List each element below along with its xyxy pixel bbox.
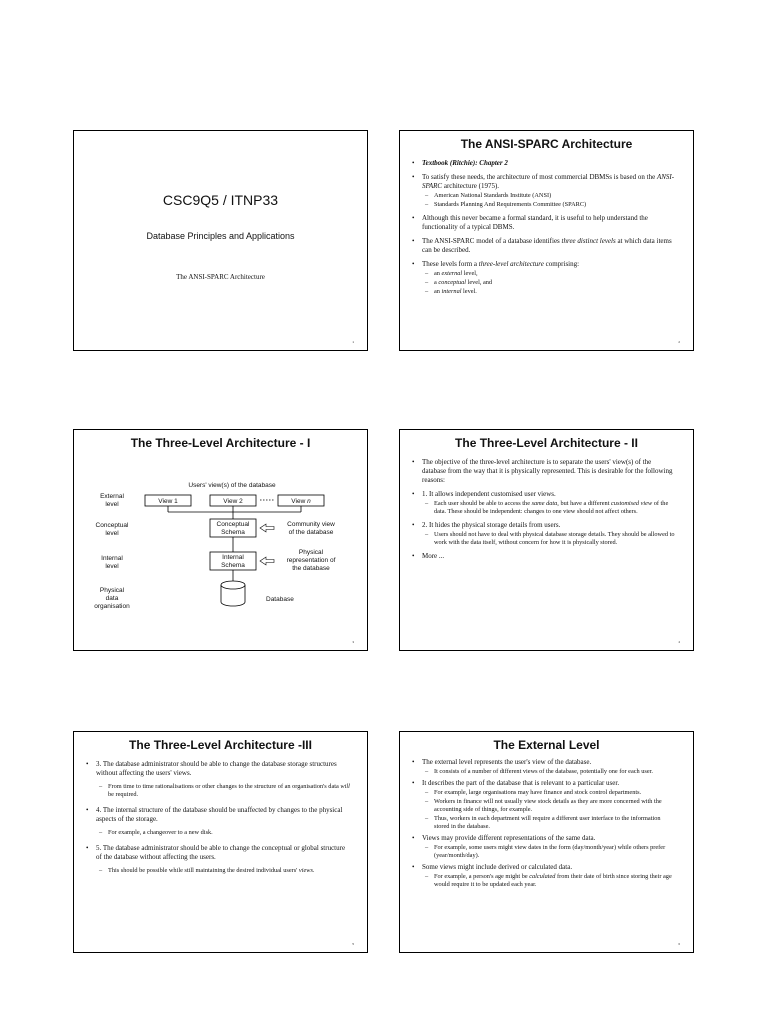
sub-bullet: – For example, a person's age might be calculated from their date of birth since storing their age would require it to be updated each year.: [422, 873, 677, 889]
bullet: • 2. It hides the physical storage details from users. – Users should not have to deal with physical database storage details. They should be allowed to work with the data itself, without concern for how it is physically stored.: [404, 521, 677, 547]
bullet: • Views may provide different representations of the same data. – For example, some users might view dates in the form (day/month/year) while others prefer (year/month/day).: [404, 834, 677, 860]
bullet: • 1. It allows independent customised user views. – Each user should be able to access the same data, but have a different customised view of the data. These should be independent: changes to one view should not affect others.: [404, 490, 677, 516]
community-view-label: Community view of the database: [287, 521, 335, 536]
database-label: Database: [266, 596, 294, 603]
bullet: • Although this never became a formal standard, it is useful to help understand the functionality of a typical DBMS.: [404, 214, 677, 232]
sub-bullet: – For example, large organisations may have finance and stock control departments.: [422, 789, 677, 797]
sub-bullet: – an internal level.: [422, 288, 677, 296]
sub-bullet: – an external level,: [422, 270, 677, 278]
bullet: • The objective of the three-level architecture is to separate the users' view(s) of the database from the way that it is physically represented. This is desirable for the following reasons:: [404, 458, 677, 485]
slide-number: 1: [352, 340, 354, 344]
slide-title: The Three-Level Architecture - II: [455, 436, 638, 450]
view-2-label: View 2: [223, 498, 243, 505]
sub-bullet: – American National Standards Institute (ANSI): [422, 192, 677, 200]
slide-2: [399, 130, 694, 351]
sub-bullet: – Workers in finance will not usually view stock details as they are more concerned with the accounting side of things, for example.: [422, 798, 677, 814]
internal-schema-label: Internal Schema: [221, 554, 245, 569]
sub-bullet: – a conceptual level, and: [422, 279, 677, 287]
bullet: • 5. The database administrator should be able to change the conceptual or global structure of the database without affecting the users. – This should be possible while still maintaining the desired individual users' views.: [78, 844, 351, 875]
bullet: • Some views might include derived or calculated data. – For example, a person's age might be calculated from their date of birth since storing their age would require it to be updated each year.: [404, 863, 677, 889]
slide-number: 5: [352, 942, 354, 946]
bullet: • Textbook (Ritchie): Chapter 2: [404, 159, 677, 168]
three-level-architecture-diagram: [74, 430, 368, 651]
bullet: • The external level represents the user's view of the database. – It consists of a number of different views of the database, potentially one for each user.: [404, 758, 677, 776]
database-cylinder-icon: [221, 581, 245, 606]
slide-number: 2: [678, 340, 680, 344]
conceptual-schema-label: Conceptual Schema: [216, 521, 250, 536]
lecture-topic: The ANSI-SPARC Architecture: [176, 273, 265, 281]
arrow-left-icon: [260, 557, 274, 565]
bullet: • More ...: [404, 552, 677, 561]
course-subtitle: Database Principles and Applications: [146, 231, 295, 241]
sub-bullet: – It consists of a number of different views of the database, potentially one for each user.: [422, 768, 677, 776]
view-1-label: View 1: [158, 498, 178, 505]
bullet: • The ANSI-SPARC model of a database identifies three distinct levels at which data items can be described.: [404, 237, 677, 255]
course-title: CSC9Q5 / ITNP33: [162, 192, 279, 208]
slide-number: 6: [678, 942, 680, 946]
physical-representation-label: Physical representation of the database: [286, 549, 336, 572]
internal-level-label: Internal level: [101, 555, 123, 570]
bullet: • It describes the part of the database that is relevant to a particular user. – For example, large organisations may have finance and stock control departments. – Workers in finance will not usually view stock details as they are more concerned with the accounting side of things, for example. – Thus, workers in each department will require a different user interface to the information stored in the database.: [404, 779, 677, 831]
sub-bullet: – Thus, workers in each department will require a different user interface to the information stored in the database.: [422, 815, 677, 831]
slide-1: [73, 130, 368, 351]
view-n-label: View n: [291, 498, 311, 505]
sub-bullet: – Each user should be able to access the same data, but have a different customised view of the data. These should be independent: changes to one view should not affect others.: [422, 500, 677, 516]
slide-5: [73, 731, 368, 953]
slide-number: 4: [678, 640, 680, 644]
slide-3: [73, 429, 368, 651]
conceptual-level-label: Conceptual level: [95, 522, 129, 537]
physical-organisation-label: Physical data organisation: [94, 587, 130, 610]
slide-title: The Three-Level Architecture -III: [129, 738, 312, 752]
sub-bullet: – Users should not have to deal with physical database storage details. They should be allowed to work with the data itself, without concern for how it is physically stored.: [422, 531, 677, 547]
bullet: • These levels form a three-level architecture comprising: – an external level, – a conceptual level, and – an internal level.: [404, 260, 677, 296]
slide-4: [399, 429, 694, 651]
slide-number: 3: [352, 640, 354, 644]
sub-bullet: – For example, some users might view dates in the form (day/month/year) while others prefer (year/month/day).: [422, 844, 677, 860]
sub-bullet: – From time to time rationalisations or other changes to the structure of an organisation's data will be required.: [96, 783, 351, 799]
sub-bullet: – This should be possible while still maintaining the desired individual users' views.: [96, 867, 351, 875]
slide-title: The ANSI-SPARC Architecture: [460, 137, 633, 151]
external-level-label: External level: [100, 493, 124, 508]
bullet: • 3. The database administrator should be able to change the database storage structures without affecting the users' views. – From time to time rationalisations or other changes to the structure of an organisation's data will be required.: [78, 760, 351, 799]
bullet: • 4. The internal structure of the database should be unaffected by changes to the physical aspects of the storage. – For example, a changeover to a new disk.: [78, 806, 351, 837]
users-view-label: Users' view(s) of the database: [188, 482, 276, 489]
arrow-left-icon: [260, 524, 274, 532]
slide-6: [399, 731, 694, 953]
slide-title: The Three-Level Architecture - I: [130, 436, 311, 450]
sub-bullet: – Standards Planning And Requirements Committee (SPARC): [422, 201, 677, 209]
bullet: • To satisfy these needs, the architecture of most commercial DBMSs is based on the ANSI-SPARC architecture (1975). – American National Standards Institute (ANSI) – Standards Planning And Requirements Committee (SPARC): [404, 173, 677, 209]
sub-bullet: – For example, a changeover to a new disk.: [96, 829, 351, 837]
slide-title: The External Level: [493, 738, 600, 752]
